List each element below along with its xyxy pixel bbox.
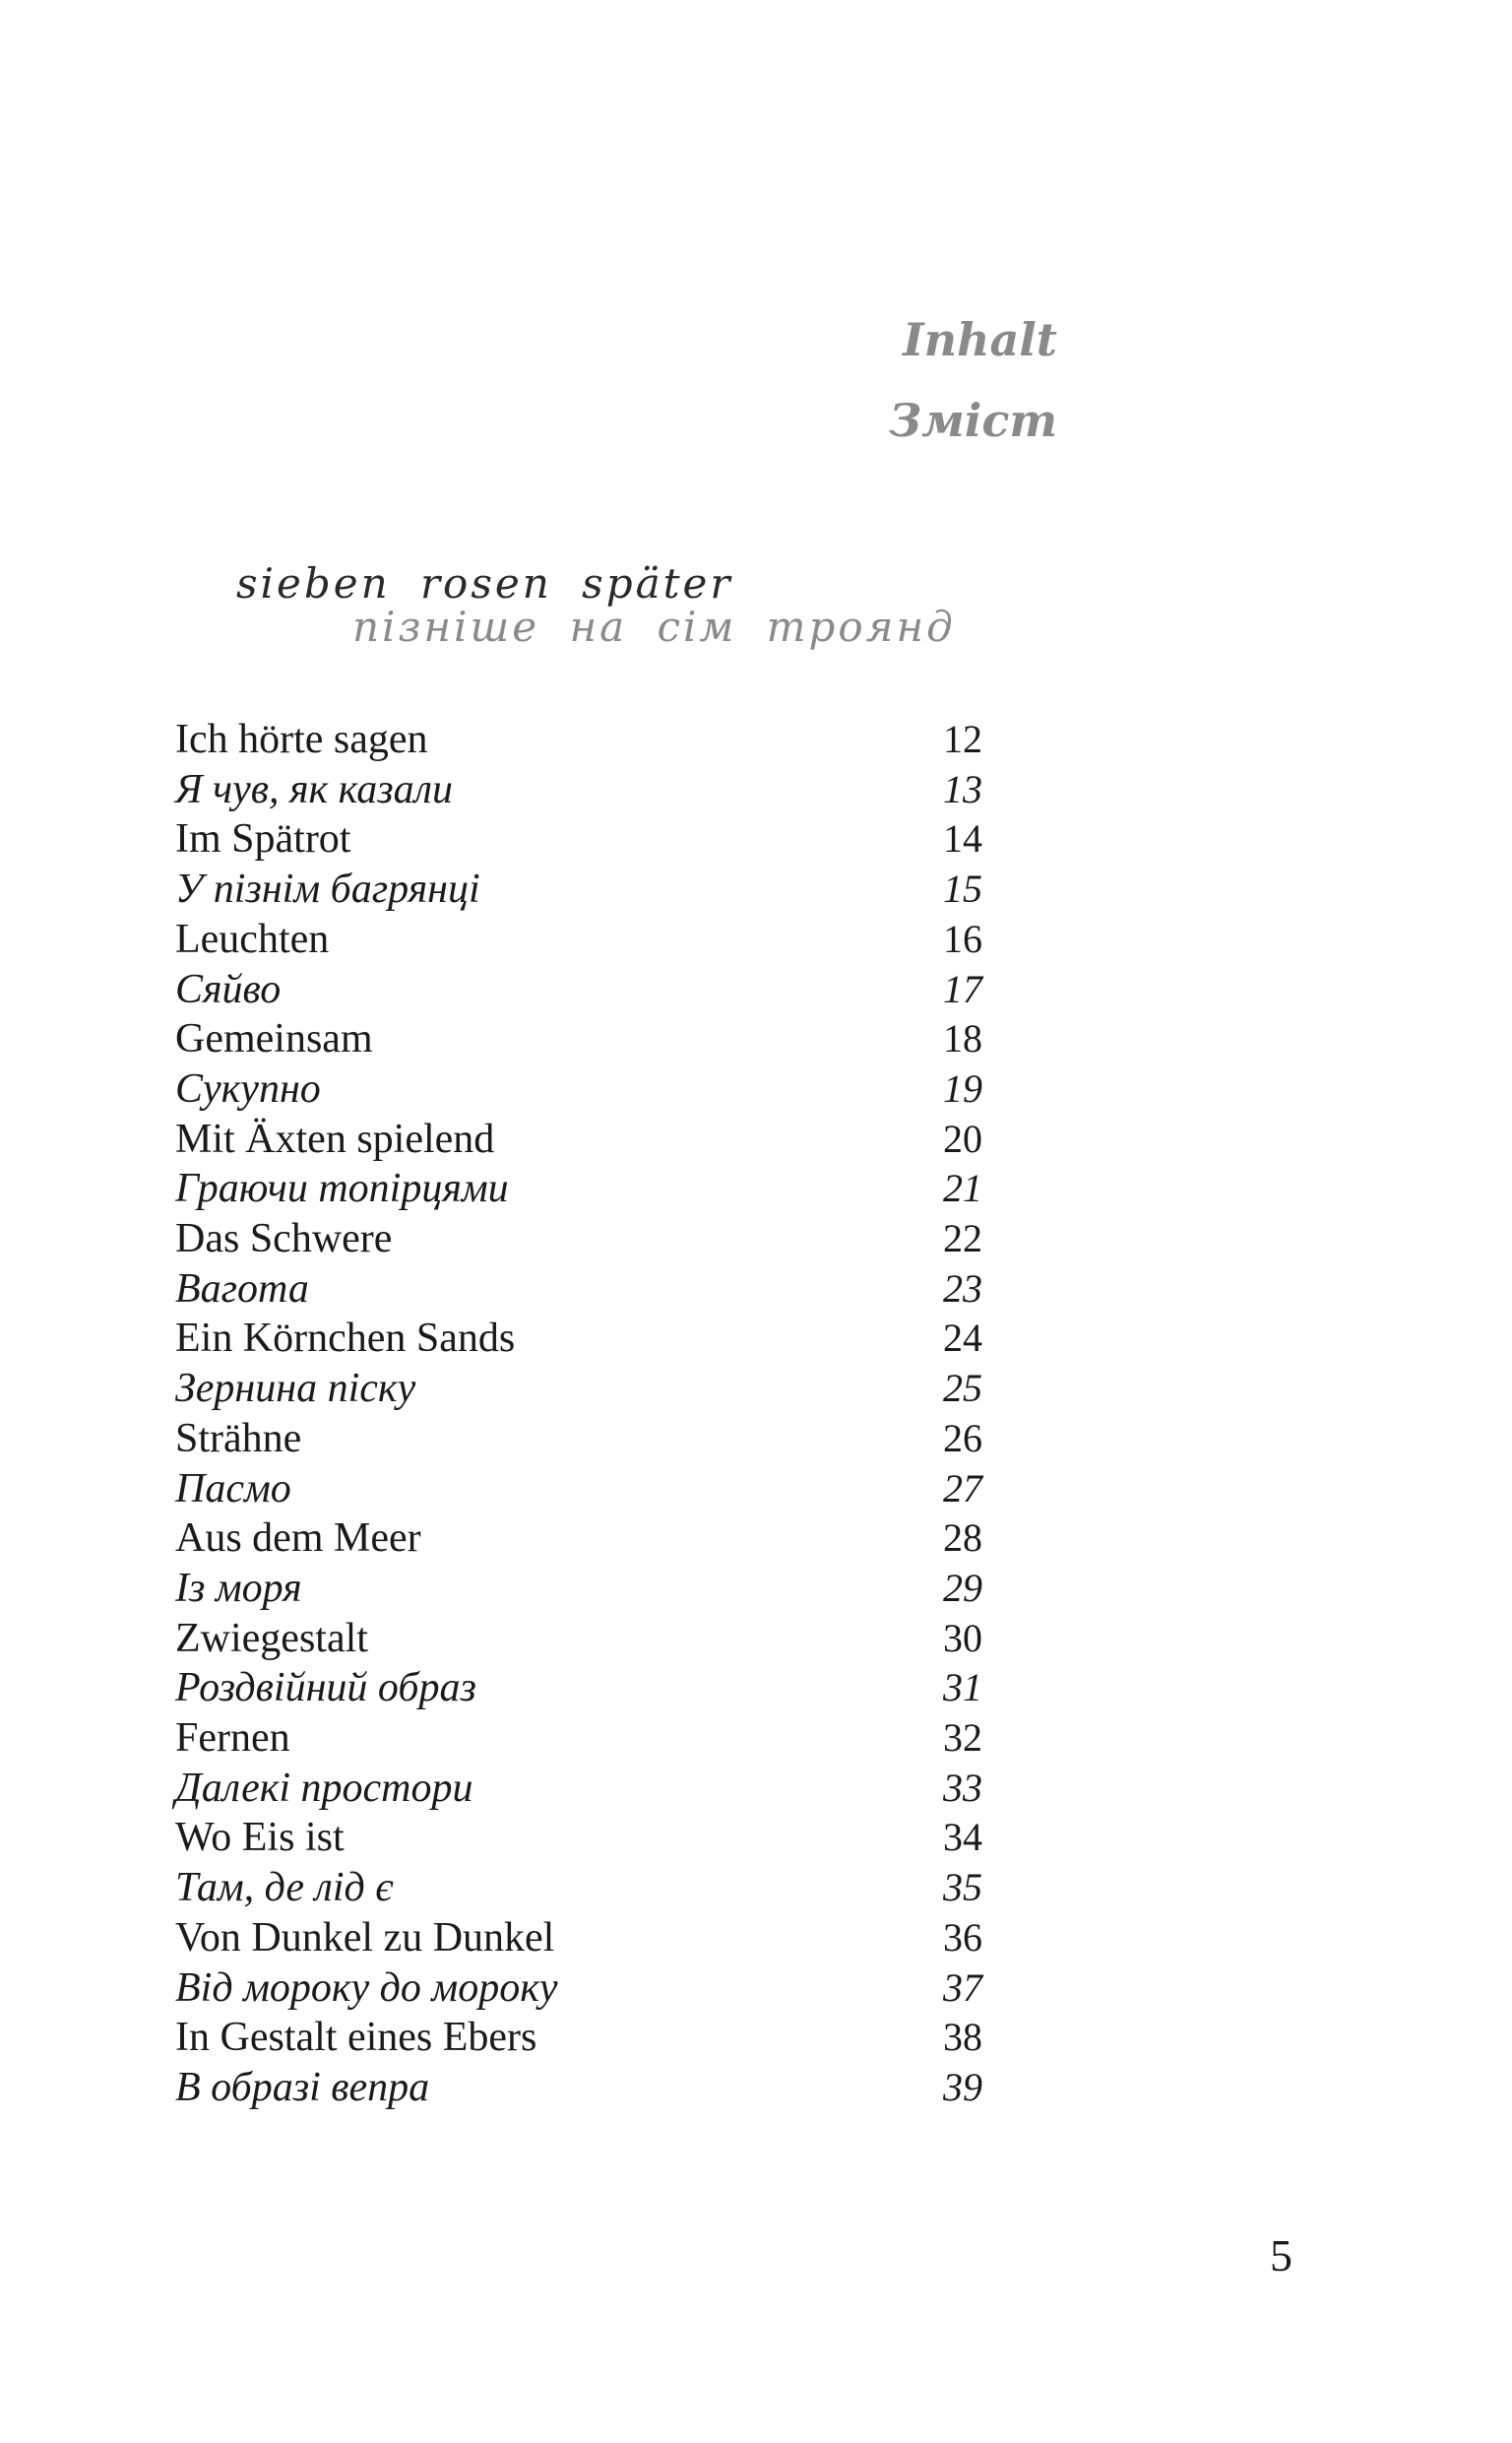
toc-entry <box>175 1414 982 1463</box>
toc-entry-title: Leuchten <box>175 916 330 962</box>
section-title-german: sieben rosen später <box>236 559 733 608</box>
toc-entry <box>175 965 982 1014</box>
toc-entry-title: Mit Äxten spielend <box>175 1116 495 1162</box>
toc-entry-title: Fernen <box>175 1715 290 1761</box>
toc-entry <box>175 1064 982 1114</box>
toc-entry-page: 30 <box>943 1615 982 1660</box>
toc-entry <box>175 1464 982 1513</box>
toc-entry-title: Aus dem Meer <box>175 1515 421 1562</box>
toc-entry <box>175 2063 982 2112</box>
toc-entry-title: Ein Körnchen Sands <box>175 1316 516 1362</box>
toc-entry-page: 19 <box>943 1065 982 1111</box>
toc-entry-title: Strähne <box>175 1415 302 1461</box>
toc-entry-title: Вагота <box>175 1265 309 1312</box>
toc-entry <box>175 1115 982 1164</box>
contents-heading-german: Inhalt <box>903 313 1057 366</box>
toc-entry <box>175 765 982 814</box>
toc-entry <box>175 1364 982 1413</box>
toc-entry <box>175 1014 982 1063</box>
toc-entry-page: 28 <box>943 1515 982 1561</box>
toc-entry <box>175 1314 982 1363</box>
toc-entry-page: 34 <box>943 1815 982 1860</box>
toc-entry-page: 21 <box>943 1166 982 1211</box>
toc-entry-page: 24 <box>943 1316 982 1361</box>
contents-heading-ukrainian: Зміст <box>888 394 1057 447</box>
toc-entry <box>175 1913 982 1962</box>
toc-entry-page: 18 <box>943 1016 982 1061</box>
toc-entry-page: 37 <box>943 1964 982 2010</box>
toc-entry-page: 31 <box>943 1665 982 1710</box>
toc-entry-page: 26 <box>943 1415 982 1460</box>
toc-entry-page: 14 <box>943 816 982 862</box>
toc-entry-title: Далекі простори <box>175 1765 473 1811</box>
section-title-ukrainian: пізніше на сім троянд <box>352 603 956 651</box>
toc-entry-title: Von Dunkel zu Dunkel <box>175 1914 555 1961</box>
toc-entry-page: 16 <box>943 916 982 961</box>
toc-entry <box>175 865 982 914</box>
toc-entry <box>175 1614 982 1663</box>
toc-entry-page: 22 <box>943 1216 982 1260</box>
toc-entry <box>175 715 982 764</box>
toc-entry-page: 27 <box>943 1465 982 1511</box>
toc-entry-page: 39 <box>943 2064 982 2109</box>
toc-entry-page: 17 <box>943 966 982 1011</box>
toc-entry-title: Ich hörte sagen <box>175 717 428 762</box>
toc-entry <box>175 1164 982 1213</box>
toc-entry-title: В образі вепра <box>175 2064 430 2110</box>
toc-entry-page: 25 <box>943 1366 982 1411</box>
toc-entry <box>175 1214 982 1263</box>
toc-entry-title: Wo Eis ist <box>175 1815 345 1861</box>
toc-entry-title: In Gestalt eines Ebers <box>175 2015 537 2061</box>
toc-entry-title: Das Schwere <box>175 1216 393 1261</box>
toc-entry-title: Роздвійний образ <box>175 1665 476 1711</box>
toc-entry <box>175 1663 982 1712</box>
toc-entry-page: 35 <box>943 1865 982 1910</box>
toc-entry-title: Сукупно <box>175 1065 321 1112</box>
toc-entry-title: Пасмо <box>175 1465 291 1511</box>
page-number: 5 <box>1270 2230 1292 2281</box>
toc-entry-title: Від мороку до мороку <box>175 1964 558 2011</box>
toc-entry <box>175 1963 982 2013</box>
toc-entry <box>175 1863 982 1912</box>
toc-entry <box>175 1513 982 1563</box>
toc-entry-title: Im Spätrot <box>175 816 351 863</box>
toc-entry <box>175 1813 982 1862</box>
toc-entry-page: 12 <box>943 717 982 761</box>
toc-entry-page: 29 <box>943 1565 982 1610</box>
toc-entry-page: 32 <box>943 1715 982 1760</box>
toc-entry <box>175 814 982 864</box>
toc-entry-page: 23 <box>943 1265 982 1311</box>
toc-entry <box>175 1764 982 1813</box>
toc-entry-title: У пізнім багрянці <box>175 867 480 913</box>
toc-entry-title: Із моря <box>175 1565 302 1611</box>
toc-entry-title: Граючи топірцями <box>175 1166 509 1212</box>
toc-entry-title: Zwiegestalt <box>175 1615 368 1661</box>
toc-entry-page: 38 <box>943 2015 982 2060</box>
toc-entry-title: Gemeinsam <box>175 1016 373 1062</box>
toc-entry <box>175 1264 982 1314</box>
toc-entry-title: Сяйво <box>175 966 282 1012</box>
toc-entry <box>175 1564 982 1613</box>
toc-entry-page: 15 <box>943 867 982 912</box>
toc-entry-title: Зернина піску <box>175 1366 416 1412</box>
toc-entry-title: Там, де лід є <box>175 1865 394 1911</box>
toc-entry <box>175 1713 982 1763</box>
toc-entry-title: Я чув, як казали <box>175 766 453 812</box>
toc-entry <box>175 915 982 964</box>
toc-entry-page: 36 <box>943 1914 982 1960</box>
toc-entry <box>175 2013 982 2062</box>
toc-entry-page: 20 <box>943 1116 982 1161</box>
toc-entry-page: 13 <box>943 766 982 811</box>
toc-entry-page: 33 <box>943 1765 982 1810</box>
